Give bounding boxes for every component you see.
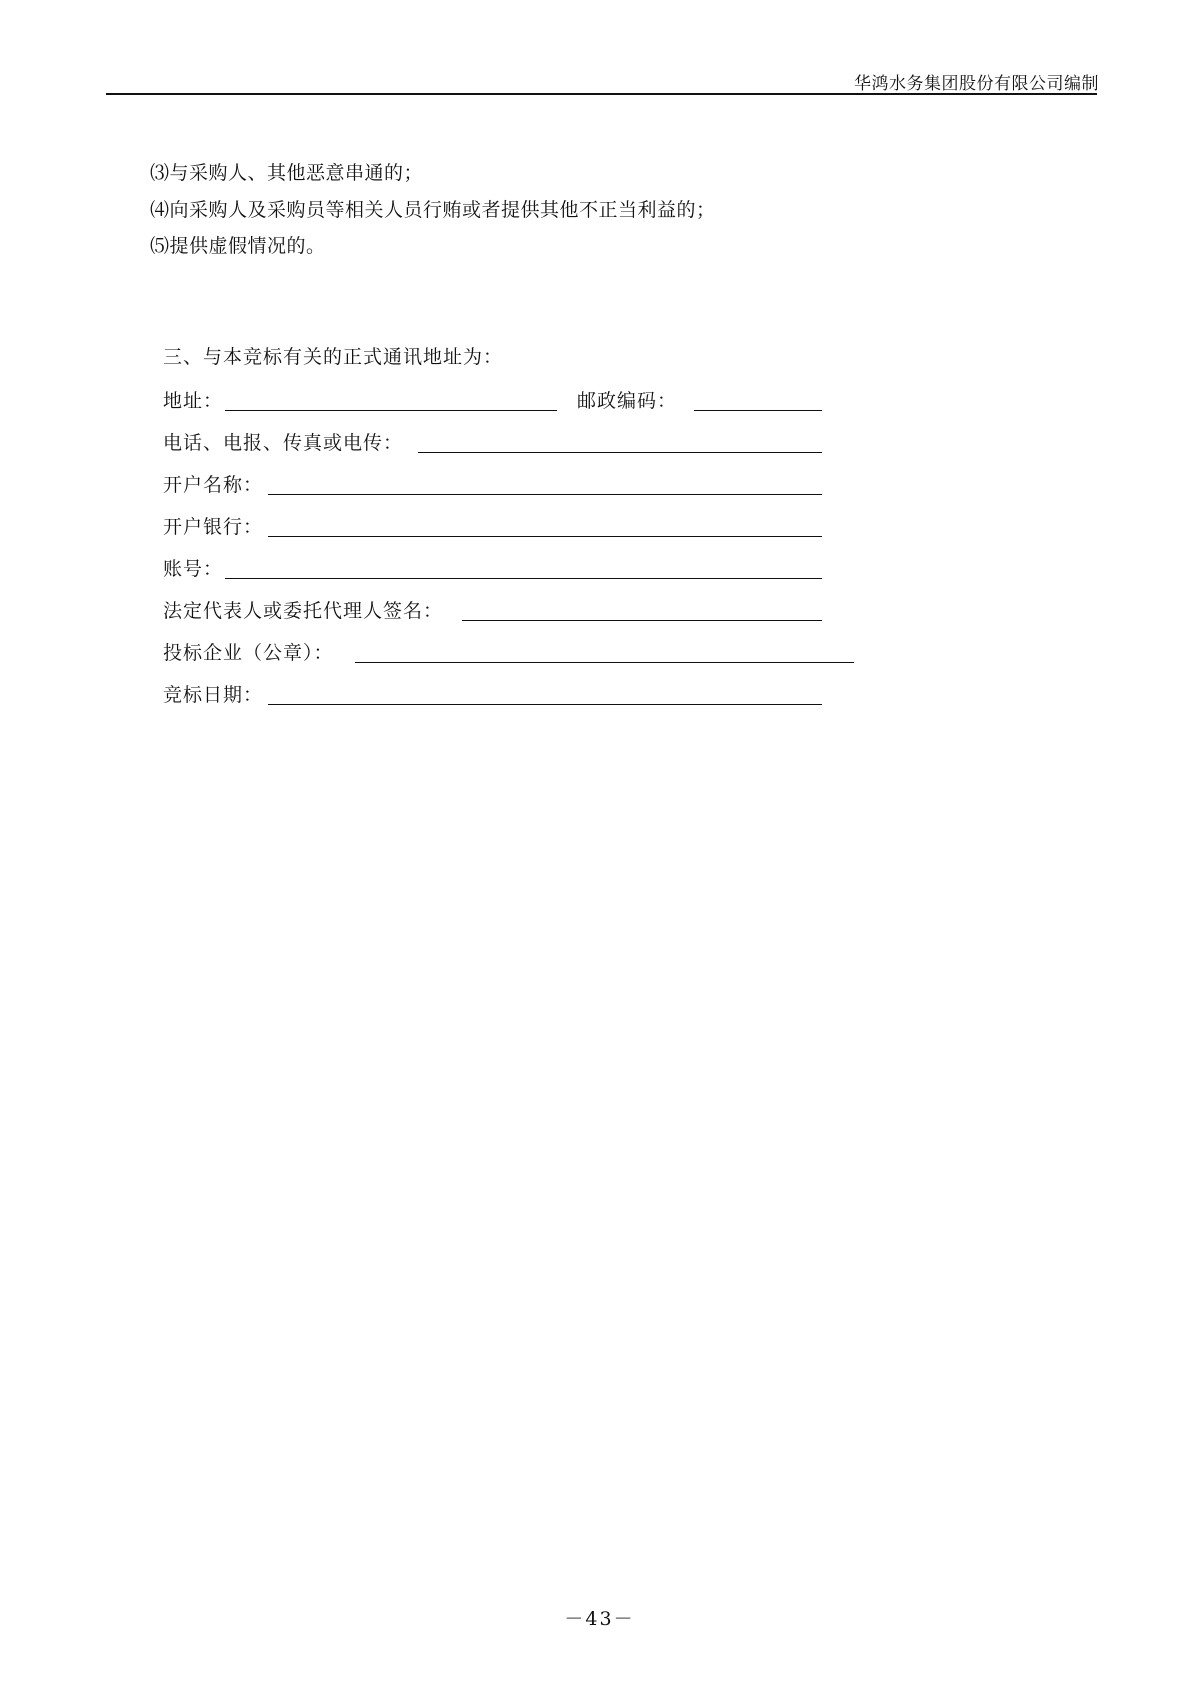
field-row-bank bbox=[163, 512, 823, 540]
clause-3: ⑶与采购人、其他恶意串通的； bbox=[150, 162, 424, 184]
header-divider bbox=[106, 93, 1097, 95]
account-number-blank[interactable] bbox=[225, 578, 822, 579]
account-name-blank[interactable] bbox=[268, 494, 822, 495]
bank-label: 开户银行： bbox=[163, 516, 264, 538]
address-label: 地址： bbox=[163, 390, 224, 412]
field-row-bid-date bbox=[163, 680, 823, 708]
bank-blank[interactable] bbox=[268, 536, 822, 537]
address-blank[interactable] bbox=[225, 410, 557, 411]
phone-blank[interactable] bbox=[418, 452, 822, 453]
signature-label: 法定代表人或委托代理人签名： bbox=[163, 600, 444, 622]
company-seal-label: 投标企业（公章）： bbox=[163, 642, 334, 664]
header-org-text: 华鸿水务集团股份有限公司编制 bbox=[854, 74, 1099, 94]
section-title: 三、与本竞标有关的正式通讯地址为： bbox=[163, 346, 504, 368]
field-row-signature bbox=[163, 596, 823, 624]
postal-code-label: 邮政编码： bbox=[577, 390, 678, 412]
field-row-account-number bbox=[163, 554, 823, 582]
postal-code-blank[interactable] bbox=[694, 410, 822, 411]
phone-label: 电话、电报、传真或电传： bbox=[163, 432, 404, 454]
company-seal-blank[interactable] bbox=[355, 662, 854, 663]
field-row-phone bbox=[163, 428, 823, 456]
field-row-address bbox=[163, 386, 823, 414]
clause-5: ⑸提供虚假情况的。 bbox=[150, 235, 326, 257]
account-name-label: 开户名称： bbox=[163, 474, 264, 496]
bid-date-label: 竞标日期： bbox=[163, 684, 264, 706]
field-row-account-name bbox=[163, 470, 823, 498]
account-number-label: 账号： bbox=[163, 558, 224, 580]
clause-4: ⑷向采购人及采购员等相关人员行贿或者提供其他不正当利益的； bbox=[150, 199, 716, 221]
signature-blank[interactable] bbox=[462, 620, 822, 621]
page-number: －43－ bbox=[564, 1608, 635, 1630]
bid-date-blank[interactable] bbox=[268, 704, 822, 705]
field-row-company-seal bbox=[163, 638, 858, 666]
